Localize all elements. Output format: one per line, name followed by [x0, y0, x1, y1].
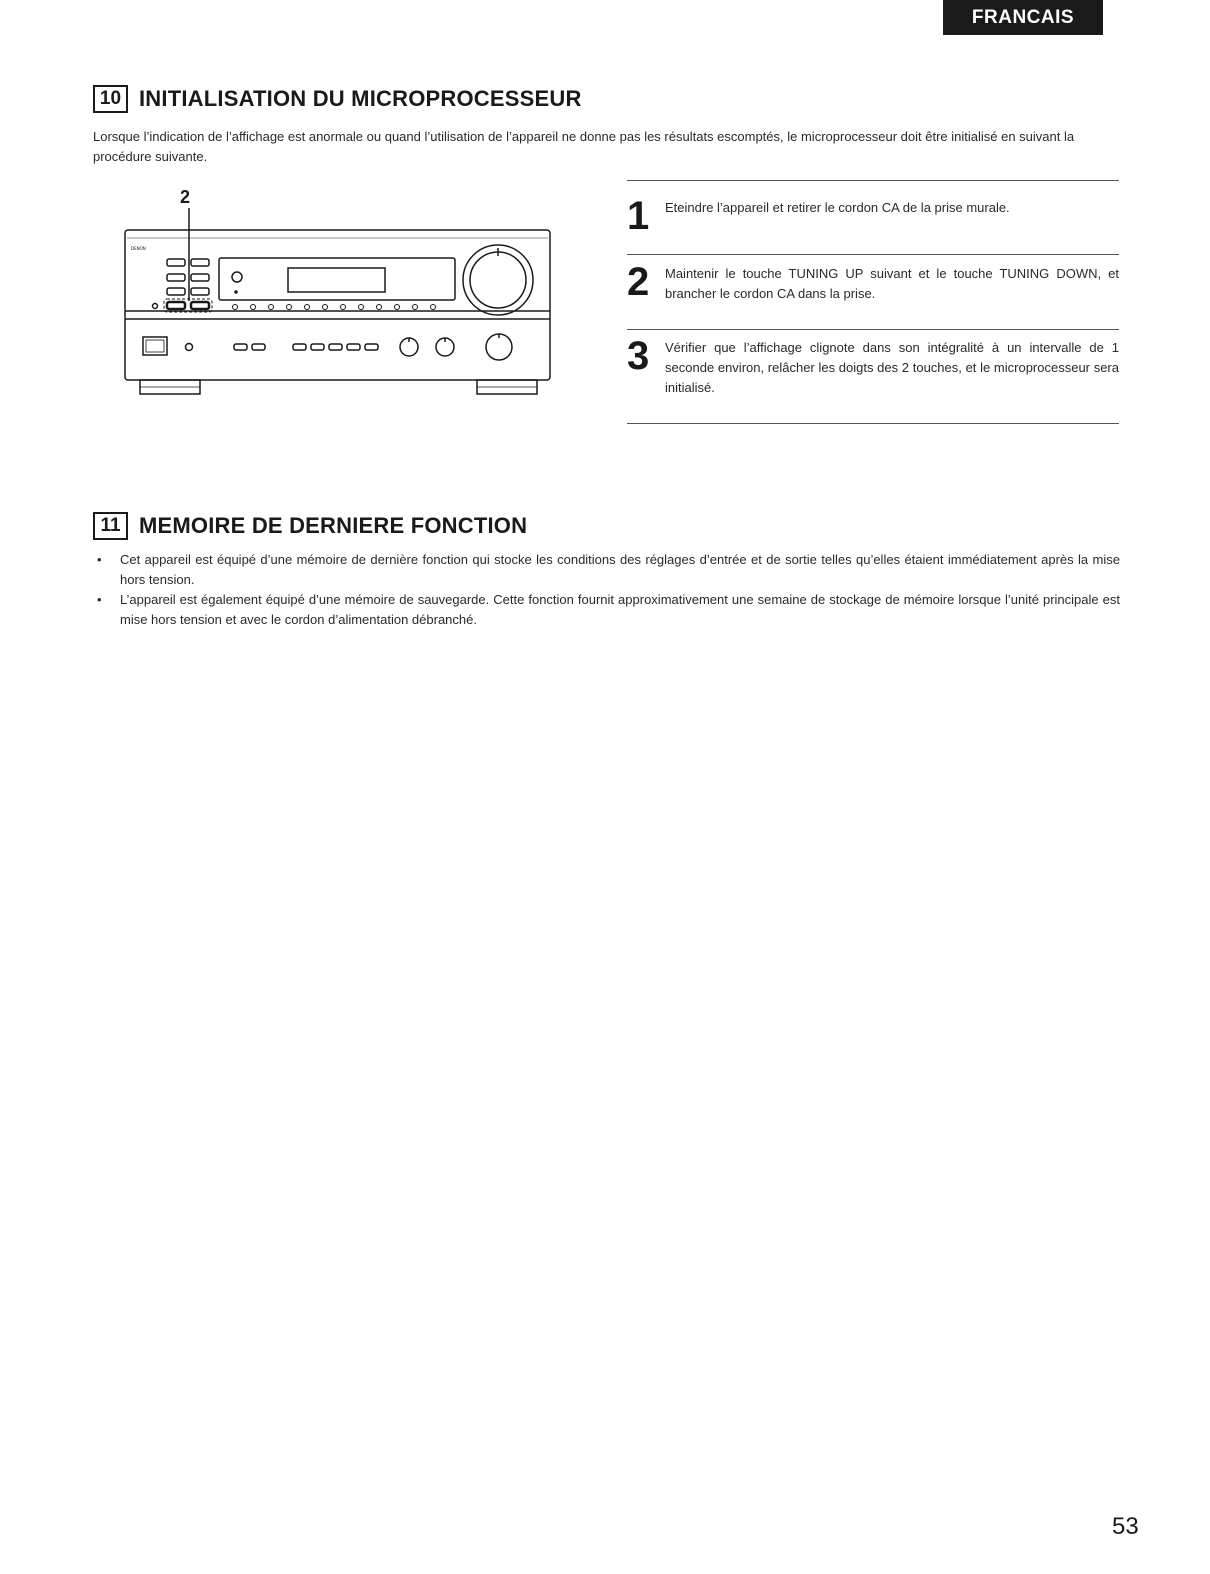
- diagram-callout: 2: [180, 187, 191, 207]
- section-10-heading: [93, 85, 582, 113]
- section-10-intro: Lorsque l’indication de l’affichage est anormale ou quand l’utilisation de l’appareil ne donne pas les résultats escomptés, le microprocesseur doit être initialisé en suivant la procédure suivante.: [93, 129, 1075, 164]
- section-11-number: 11: [93, 512, 128, 540]
- step-3-text: Vérifier que l’affichage clignote dans son intégralité à un intervalle de 1 seconde environ, relâcher les doigts des 2 touches, et le microprocesseur sera initialisé.: [665, 340, 1119, 395]
- section-10-title: INITIALISATION DU MICROPROCESSEUR: [139, 86, 582, 111]
- step-3: [627, 334, 1119, 398]
- brand-label: DENON: [131, 246, 146, 251]
- section-10-number: 10: [93, 85, 128, 113]
- list-item: • Cet appareil est équipé d’une mémoire de dernière fonction qui stocke les conditions des réglages d’entrée et de sortie telles qu’elles étaient immédiatement après la mise hors tension.: [93, 550, 1120, 590]
- step-2-number: 2: [627, 260, 650, 304]
- step-divider: [627, 423, 1119, 424]
- step-divider: [627, 329, 1119, 330]
- section-11-bullets: [93, 550, 1120, 630]
- step-divider: [627, 254, 1119, 255]
- step-1: [627, 194, 1119, 238]
- step-2-text: Maintenir le touche TUNING UP suivant et le touche TUNING DOWN, et brancher le cordon CA dans la prise.: [665, 266, 1119, 301]
- step-3-number: 3: [627, 334, 650, 378]
- step-1-text: Eteindre l’appareil et retirer le cordon CA de la prise murale.: [665, 200, 1010, 215]
- av-receiver-front-panel-icon: [115, 186, 560, 401]
- language-tab: FRANCAIS: [943, 0, 1103, 35]
- list-item: • L’appareil est également équipé d’une mémoire de sauvegarde. Cette fonction fournit approximativement une semaine de stockage de mémoire lorsque l’unité principale est mise hors tension et avec le cordon d’alimentation débranché.: [93, 590, 1120, 630]
- section-11-heading: [93, 512, 527, 540]
- step-1-number: 1: [627, 194, 650, 238]
- step-2: [627, 260, 1119, 304]
- section-11-title: MEMOIRE DE DERNIERE FONCTION: [139, 513, 528, 538]
- page-number: 53: [1112, 1513, 1139, 1540]
- step-divider: [627, 180, 1119, 181]
